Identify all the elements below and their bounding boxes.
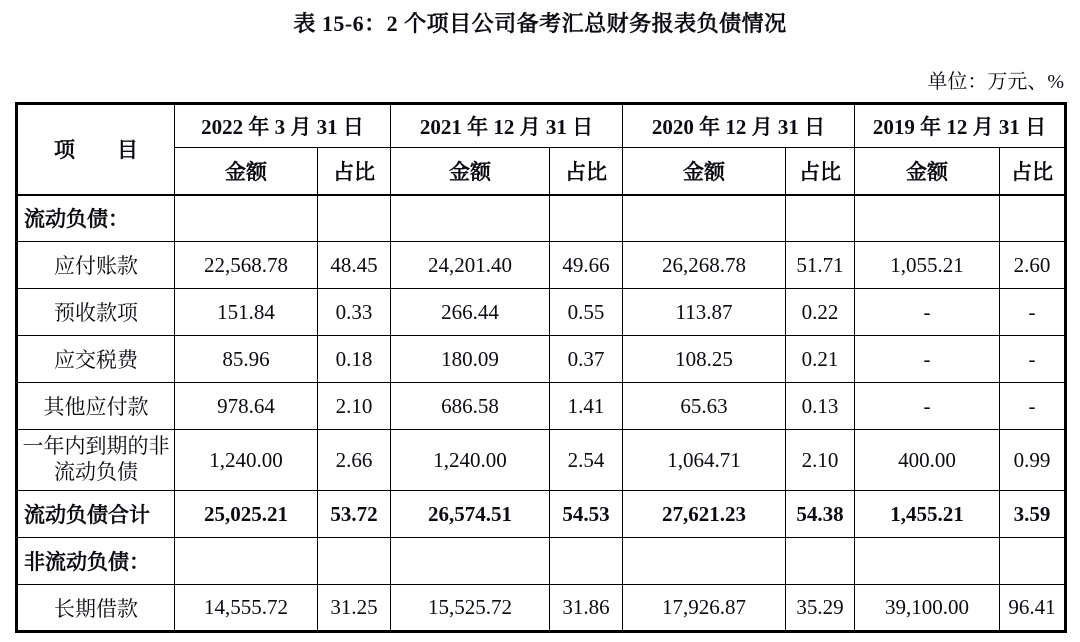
cell-value: 400.00	[855, 430, 1000, 491]
cell-value	[175, 195, 318, 242]
row-label: 流动负债：	[17, 195, 175, 242]
table-row	[17, 289, 1066, 336]
date-header-3: 2019 年 12 月 31 日	[855, 104, 1066, 148]
row-label: 其他应付款	[17, 383, 175, 430]
cell-value: 51.71	[786, 242, 855, 289]
cell-value: 17,926.87	[623, 585, 786, 632]
cell-value: 151.84	[175, 289, 318, 336]
cell-value: -	[1000, 336, 1066, 383]
cell-value: 65.63	[623, 383, 786, 430]
cell-value: 26,268.78	[623, 242, 786, 289]
table-header	[17, 104, 1066, 195]
table-row	[17, 430, 1066, 491]
ratio-subheader-2: 占比	[786, 148, 855, 195]
cell-value: 0.55	[550, 289, 623, 336]
cell-value: 0.37	[550, 336, 623, 383]
row-label: 一年内到期的非流动负债	[17, 430, 175, 491]
cell-value: 2.60	[1000, 242, 1066, 289]
date-header-2: 2020 年 12 月 31 日	[623, 104, 855, 148]
cell-value: 27,621.23	[623, 491, 786, 538]
cell-value: 180.09	[391, 336, 550, 383]
item-column-header: 项 目	[17, 104, 175, 195]
cell-value	[786, 195, 855, 242]
row-label: 应付账款	[17, 242, 175, 289]
row-label: 预收款项	[17, 289, 175, 336]
cell-value	[550, 195, 623, 242]
cell-value	[550, 538, 623, 585]
cell-value: 1,455.21	[855, 491, 1000, 538]
table-body	[17, 195, 1066, 632]
table-row	[17, 383, 1066, 430]
cell-value: 39,100.00	[855, 585, 1000, 632]
cell-value: 2.10	[786, 430, 855, 491]
cell-value: 0.33	[318, 289, 391, 336]
cell-value: 22,568.78	[175, 242, 318, 289]
cell-value	[786, 538, 855, 585]
cell-value: 108.25	[623, 336, 786, 383]
table-row	[17, 491, 1066, 538]
amount-subheader-2: 金额	[623, 148, 786, 195]
cell-value: 0.18	[318, 336, 391, 383]
cell-value: 53.72	[318, 491, 391, 538]
cell-value: 0.13	[786, 383, 855, 430]
table-row	[17, 336, 1066, 383]
cell-value: 14,555.72	[175, 585, 318, 632]
ratio-subheader-1: 占比	[550, 148, 623, 195]
date-header-1: 2021 年 12 月 31 日	[391, 104, 623, 148]
cell-value: 2.66	[318, 430, 391, 491]
cell-value	[391, 538, 550, 585]
cell-value	[855, 195, 1000, 242]
cell-value: 25,025.21	[175, 491, 318, 538]
cell-value: 49.66	[550, 242, 623, 289]
cell-value: 266.44	[391, 289, 550, 336]
row-label: 流动负债合计	[17, 491, 175, 538]
cell-value: 15,525.72	[391, 585, 550, 632]
cell-value: 1,055.21	[855, 242, 1000, 289]
cell-value: 26,574.51	[391, 491, 550, 538]
cell-value	[318, 538, 391, 585]
cell-value: 31.25	[318, 585, 391, 632]
unit-label: 单位：万元、%	[927, 71, 1064, 93]
ratio-subheader-0: 占比	[318, 148, 391, 195]
header-row-dates	[17, 104, 1066, 148]
cell-value: 2.54	[550, 430, 623, 491]
cell-value: 54.38	[786, 491, 855, 538]
row-label: 长期借款	[17, 585, 175, 632]
cell-value: 1,240.00	[175, 430, 318, 491]
amount-subheader-0: 金额	[175, 148, 318, 195]
cell-value: 31.86	[550, 585, 623, 632]
cell-value	[1000, 538, 1066, 585]
cell-value: 1,240.00	[391, 430, 550, 491]
table-row	[17, 242, 1066, 289]
cell-value: -	[1000, 383, 1066, 430]
cell-value: 48.45	[318, 242, 391, 289]
cell-value: 35.29	[786, 585, 855, 632]
liabilities-table	[15, 102, 1067, 633]
cell-value: 0.21	[786, 336, 855, 383]
table-row	[17, 195, 1066, 242]
cell-value: 96.41	[1000, 585, 1066, 632]
cell-value	[855, 538, 1000, 585]
date-header-0: 2022 年 3 月 31 日	[175, 104, 391, 148]
cell-value: 24,201.40	[391, 242, 550, 289]
cell-value: 2.10	[318, 383, 391, 430]
ratio-subheader-3: 占比	[1000, 148, 1066, 195]
cell-value: -	[855, 289, 1000, 336]
cell-value: -	[855, 383, 1000, 430]
cell-value: 686.58	[391, 383, 550, 430]
row-label: 非流动负债：	[17, 538, 175, 585]
cell-value: 113.87	[623, 289, 786, 336]
cell-value	[623, 195, 786, 242]
cell-value	[175, 538, 318, 585]
cell-value	[391, 195, 550, 242]
cell-value: 54.53	[550, 491, 623, 538]
cell-value: -	[1000, 289, 1066, 336]
amount-subheader-3: 金额	[855, 148, 1000, 195]
cell-value: 978.64	[175, 383, 318, 430]
amount-subheader-1: 金额	[391, 148, 550, 195]
cell-value	[318, 195, 391, 242]
cell-value: 1,064.71	[623, 430, 786, 491]
table-row	[17, 538, 1066, 585]
cell-value: 85.96	[175, 336, 318, 383]
header-row-subcolumns	[17, 148, 1066, 195]
cell-value	[1000, 195, 1066, 242]
table-row	[17, 585, 1066, 632]
cell-value: 1.41	[550, 383, 623, 430]
cell-value: 3.59	[1000, 491, 1066, 538]
cell-value: -	[855, 336, 1000, 383]
cell-value: 0.99	[1000, 430, 1066, 491]
row-label: 应交税费	[17, 336, 175, 383]
cell-value: 0.22	[786, 289, 855, 336]
table-title: 表 15-6：2 个项目公司备考汇总财务报表负债情况	[293, 11, 787, 36]
cell-value	[623, 538, 786, 585]
